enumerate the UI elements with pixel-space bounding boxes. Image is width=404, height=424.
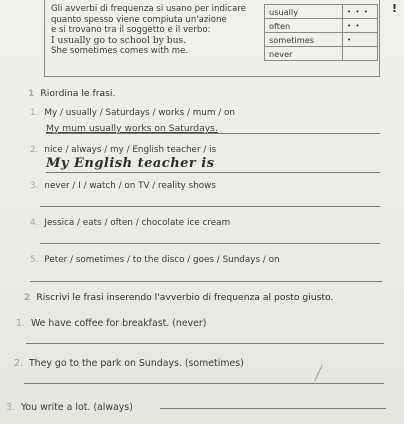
frequency-word: often (265, 19, 343, 33)
exercise-title-text: Riordina le frasi. (40, 88, 116, 99)
item-number: 2. (30, 145, 39, 155)
item-number: 2. (14, 358, 23, 369)
pencil-mark (314, 365, 323, 382)
table-row (265, 5, 378, 19)
list-item (30, 218, 230, 228)
list-item (14, 358, 244, 369)
answer-line[interactable] (160, 408, 386, 409)
frequency-dots (343, 47, 378, 61)
item-number: 1. (30, 108, 39, 118)
item-number: 4. (30, 218, 39, 228)
item-text: never / I / watch / on TV / reality shows (44, 181, 216, 191)
frequency-word: sometimes (265, 33, 343, 47)
rule-text (51, 4, 261, 57)
answer-line[interactable] (26, 343, 384, 344)
list-item (30, 181, 216, 191)
exercise-number: 2 (24, 292, 31, 303)
exercise-number: 1 (28, 88, 35, 99)
rule-example: She sometimes comes with me. (51, 46, 189, 56)
item-number: 5. (30, 255, 39, 265)
rule-line: e si trovano tra il soggetto e il verbo: (51, 25, 211, 35)
exercise-title-text: Riscrivi le frasi inserendo l'avverbio di frequenza al posto giusto. (36, 292, 334, 303)
item-text: My / usually / Saturdays / works / mum / on (44, 108, 235, 118)
frequency-dots: • (343, 33, 378, 47)
frequency-dots: • • • (343, 5, 378, 19)
item-text: You write a lot. (always) (20, 402, 133, 413)
exclamation-icon: ! (392, 2, 398, 15)
item-text: We have coffee for breakfast. (never) (30, 318, 207, 329)
rule-line: quanto spesso viene compiuta un'azione (51, 14, 227, 25)
item-text: Peter / sometimes / to the disco / goes / Sundays / on (44, 255, 280, 265)
handwritten-answer: My English teacher is (46, 156, 215, 171)
table-row (265, 47, 378, 61)
item-number: 3. (6, 402, 15, 413)
frequency-dots: • • (343, 19, 378, 33)
list-item (16, 318, 206, 329)
grammar-rule-box (44, 0, 380, 77)
item-text: They go to the park on Sundays. (sometimes) (28, 358, 244, 369)
exercise-2-title (24, 292, 333, 303)
item-text: Jessica / eats / often / chocolate ice cream (44, 218, 231, 228)
answer-text: My mum usually works on Saturdays. (46, 123, 218, 134)
list-item (30, 255, 280, 265)
exercise-1-title (28, 88, 115, 99)
frequency-table (264, 4, 378, 61)
table-row (265, 19, 378, 33)
list-item (6, 402, 133, 413)
list-item (30, 145, 216, 155)
frequency-word: usually (265, 5, 343, 19)
answer-line[interactable] (24, 383, 384, 384)
item-number: 3. (30, 181, 39, 191)
item-text: nice / always / my / English teacher / is (44, 145, 217, 155)
answer-line[interactable] (46, 133, 380, 134)
table-row (265, 33, 378, 47)
rule-line: Gli avverbi di frequenza si usano per indicare (51, 4, 246, 14)
answer-line[interactable] (46, 172, 380, 173)
item-number: 1. (16, 318, 25, 329)
answer-line[interactable] (40, 206, 380, 207)
rule-example: I usually go to school by bus. (51, 34, 187, 46)
frequency-word: never (265, 47, 343, 61)
answer-line[interactable] (30, 281, 382, 282)
answer-line[interactable] (40, 243, 380, 244)
list-item (30, 108, 235, 118)
